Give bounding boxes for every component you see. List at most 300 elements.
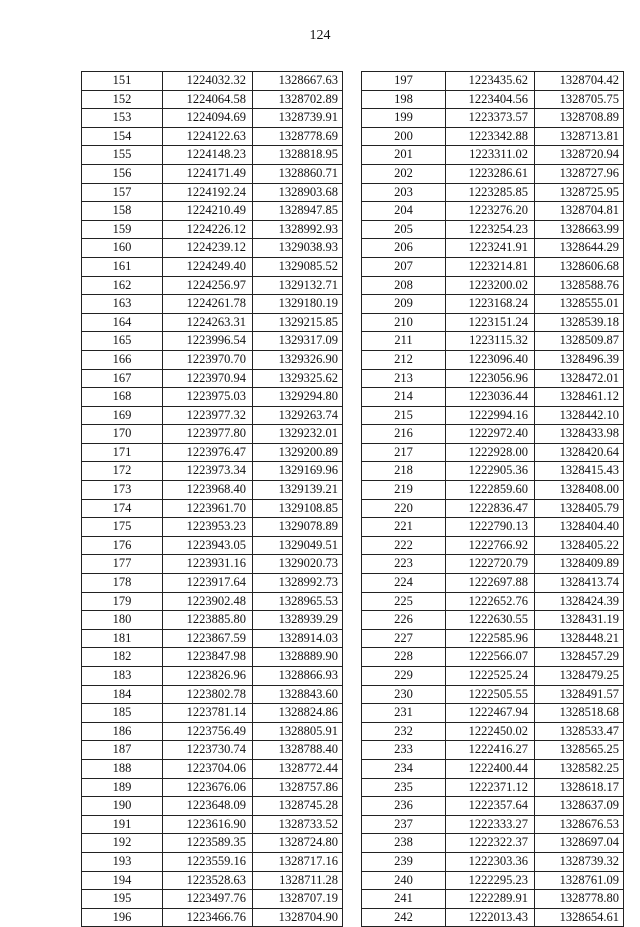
point-number-cell: 187 bbox=[82, 741, 163, 760]
point-number-cell: 236 bbox=[362, 797, 446, 816]
point-number-cell: 234 bbox=[362, 759, 446, 778]
y-coordinate-cell: 1328761.09 bbox=[535, 871, 624, 890]
table-row bbox=[362, 369, 624, 388]
table-row bbox=[362, 406, 624, 425]
point-number-cell: 242 bbox=[362, 908, 446, 927]
y-coordinate-cell: 1328424.39 bbox=[535, 592, 624, 611]
point-number-cell: 212 bbox=[362, 350, 446, 369]
x-coordinate-cell: 1222972.40 bbox=[446, 425, 535, 444]
x-coordinate-cell: 1223214.81 bbox=[446, 257, 535, 276]
point-number-cell: 161 bbox=[82, 257, 163, 276]
table-row bbox=[362, 295, 624, 314]
point-number-cell: 175 bbox=[82, 518, 163, 537]
point-number-cell: 220 bbox=[362, 499, 446, 518]
point-number-cell: 184 bbox=[82, 685, 163, 704]
x-coordinate-cell: 1223996.54 bbox=[163, 332, 253, 351]
table-row bbox=[362, 611, 624, 630]
table-row bbox=[362, 629, 624, 648]
point-number-cell: 198 bbox=[362, 90, 446, 109]
point-number-cell: 217 bbox=[362, 443, 446, 462]
y-coordinate-cell: 1329263.74 bbox=[253, 406, 343, 425]
point-number-cell: 231 bbox=[362, 704, 446, 723]
x-coordinate-cell: 1223943.05 bbox=[163, 536, 253, 555]
point-number-cell: 166 bbox=[82, 350, 163, 369]
x-coordinate-cell: 1223373.57 bbox=[446, 109, 535, 128]
y-coordinate-cell: 1328704.81 bbox=[535, 202, 624, 221]
y-coordinate-cell: 1328404.40 bbox=[535, 518, 624, 537]
y-coordinate-cell: 1328405.22 bbox=[535, 536, 624, 555]
table-row bbox=[82, 443, 343, 462]
table-row bbox=[82, 406, 343, 425]
table-row bbox=[82, 574, 343, 593]
point-number-cell: 206 bbox=[362, 239, 446, 258]
point-number-cell: 235 bbox=[362, 778, 446, 797]
y-coordinate-cell: 1328805.91 bbox=[253, 722, 343, 741]
y-coordinate-cell: 1328431.19 bbox=[535, 611, 624, 630]
x-coordinate-cell: 1223704.06 bbox=[163, 759, 253, 778]
x-coordinate-cell: 1222790.13 bbox=[446, 518, 535, 537]
table-row bbox=[362, 648, 624, 667]
page-number: 124 bbox=[309, 28, 331, 43]
x-coordinate-cell: 1223342.88 bbox=[446, 127, 535, 146]
x-coordinate-cell: 1223435.62 bbox=[446, 72, 535, 91]
x-coordinate-cell: 1224263.31 bbox=[163, 313, 253, 332]
y-coordinate-cell: 1328707.19 bbox=[253, 890, 343, 909]
y-coordinate-cell: 1328420.64 bbox=[535, 443, 624, 462]
table-row bbox=[362, 499, 624, 518]
y-coordinate-cell: 1328582.25 bbox=[535, 759, 624, 778]
point-number-cell: 233 bbox=[362, 741, 446, 760]
table-row bbox=[82, 592, 343, 611]
point-number-cell: 238 bbox=[362, 834, 446, 853]
x-coordinate-cell: 1223151.24 bbox=[446, 313, 535, 332]
table-row bbox=[362, 239, 624, 258]
point-number-cell: 177 bbox=[82, 555, 163, 574]
y-coordinate-cell: 1328947.85 bbox=[253, 202, 343, 221]
y-coordinate-cell: 1328713.81 bbox=[535, 127, 624, 146]
table-row bbox=[82, 388, 343, 407]
table-row bbox=[82, 536, 343, 555]
y-coordinate-cell: 1328778.80 bbox=[535, 890, 624, 909]
table-row bbox=[362, 704, 624, 723]
y-coordinate-cell: 1328818.95 bbox=[253, 146, 343, 165]
x-coordinate-cell: 1223885.80 bbox=[163, 611, 253, 630]
table-row bbox=[362, 462, 624, 481]
x-coordinate-cell: 1222905.36 bbox=[446, 462, 535, 481]
x-coordinate-cell: 1222566.07 bbox=[446, 648, 535, 667]
x-coordinate-cell: 1223285.85 bbox=[446, 183, 535, 202]
x-coordinate-cell: 1223276.20 bbox=[446, 202, 535, 221]
point-number-cell: 219 bbox=[362, 481, 446, 500]
table-row bbox=[82, 369, 343, 388]
y-coordinate-cell: 1328914.03 bbox=[253, 629, 343, 648]
table-row bbox=[362, 815, 624, 834]
y-coordinate-cell: 1329078.89 bbox=[253, 518, 343, 537]
table-row bbox=[82, 90, 343, 109]
x-coordinate-cell: 1223115.32 bbox=[446, 332, 535, 351]
y-coordinate-cell: 1329020.73 bbox=[253, 555, 343, 574]
y-coordinate-cell: 1328433.98 bbox=[535, 425, 624, 444]
point-number-cell: 191 bbox=[82, 815, 163, 834]
table-row bbox=[362, 555, 624, 574]
y-coordinate-cell: 1328509.87 bbox=[535, 332, 624, 351]
point-number-cell: 196 bbox=[82, 908, 163, 927]
point-number-cell: 215 bbox=[362, 406, 446, 425]
table-row bbox=[82, 109, 343, 128]
table-row bbox=[362, 90, 624, 109]
y-coordinate-cell: 1329180.19 bbox=[253, 295, 343, 314]
point-number-cell: 160 bbox=[82, 239, 163, 258]
x-coordinate-cell: 1222652.76 bbox=[446, 592, 535, 611]
x-coordinate-cell: 1223168.24 bbox=[446, 295, 535, 314]
y-coordinate-cell: 1328472.01 bbox=[535, 369, 624, 388]
point-number-cell: 178 bbox=[82, 574, 163, 593]
point-number-cell: 199 bbox=[362, 109, 446, 128]
table-row bbox=[82, 350, 343, 369]
table-row bbox=[362, 592, 624, 611]
x-coordinate-cell: 1223847.98 bbox=[163, 648, 253, 667]
y-coordinate-cell: 1328824.86 bbox=[253, 704, 343, 723]
x-coordinate-cell: 1222859.60 bbox=[446, 481, 535, 500]
x-coordinate-cell: 1224192.24 bbox=[163, 183, 253, 202]
table-row bbox=[362, 778, 624, 797]
table-row bbox=[82, 127, 343, 146]
point-number-cell: 208 bbox=[362, 276, 446, 295]
x-coordinate-cell: 1222322.37 bbox=[446, 834, 535, 853]
point-number-cell: 158 bbox=[82, 202, 163, 221]
y-coordinate-cell: 1329215.85 bbox=[253, 313, 343, 332]
table-row bbox=[362, 257, 624, 276]
x-coordinate-cell: 1222697.88 bbox=[446, 574, 535, 593]
x-coordinate-cell: 1223756.49 bbox=[163, 722, 253, 741]
table-row bbox=[362, 518, 624, 537]
x-coordinate-cell: 1223781.14 bbox=[163, 704, 253, 723]
x-coordinate-cell: 1222295.23 bbox=[446, 871, 535, 890]
y-coordinate-cell: 1328733.52 bbox=[253, 815, 343, 834]
table-row bbox=[362, 332, 624, 351]
table-row bbox=[82, 629, 343, 648]
x-coordinate-cell: 1222836.47 bbox=[446, 499, 535, 518]
y-coordinate-cell: 1328992.93 bbox=[253, 220, 343, 239]
y-coordinate-cell: 1328725.95 bbox=[535, 183, 624, 202]
y-coordinate-cell: 1328606.68 bbox=[535, 257, 624, 276]
y-coordinate-cell: 1328408.00 bbox=[535, 481, 624, 500]
table-row bbox=[362, 388, 624, 407]
x-coordinate-cell: 1223676.06 bbox=[163, 778, 253, 797]
point-number-cell: 162 bbox=[82, 276, 163, 295]
table-row bbox=[82, 797, 343, 816]
table-row bbox=[82, 332, 343, 351]
x-coordinate-cell: 1224249.40 bbox=[163, 257, 253, 276]
x-coordinate-cell: 1223056.96 bbox=[446, 369, 535, 388]
point-number-cell: 155 bbox=[82, 146, 163, 165]
x-coordinate-cell: 1224094.69 bbox=[163, 109, 253, 128]
point-number-cell: 197 bbox=[362, 72, 446, 91]
point-number-cell: 173 bbox=[82, 481, 163, 500]
x-coordinate-cell: 1222994.16 bbox=[446, 406, 535, 425]
y-coordinate-cell: 1329294.80 bbox=[253, 388, 343, 407]
x-coordinate-cell: 1224122.63 bbox=[163, 127, 253, 146]
y-coordinate-cell: 1328539.18 bbox=[535, 313, 624, 332]
y-coordinate-cell: 1328654.61 bbox=[535, 908, 624, 927]
y-coordinate-cell: 1328739.32 bbox=[535, 852, 624, 871]
x-coordinate-cell: 1222766.92 bbox=[446, 536, 535, 555]
table-row bbox=[82, 72, 343, 91]
y-coordinate-cell: 1328461.12 bbox=[535, 388, 624, 407]
point-number-cell: 201 bbox=[362, 146, 446, 165]
table-row bbox=[82, 759, 343, 778]
y-coordinate-cell: 1329132.71 bbox=[253, 276, 343, 295]
x-coordinate-cell: 1223404.56 bbox=[446, 90, 535, 109]
x-coordinate-cell: 1223528.63 bbox=[163, 871, 253, 890]
table-row bbox=[82, 815, 343, 834]
point-number-cell: 194 bbox=[82, 871, 163, 890]
x-coordinate-cell: 1223968.40 bbox=[163, 481, 253, 500]
x-coordinate-cell: 1224032.32 bbox=[163, 72, 253, 91]
y-coordinate-cell: 1328491.57 bbox=[535, 685, 624, 704]
y-coordinate-cell: 1329108.85 bbox=[253, 499, 343, 518]
x-coordinate-cell: 1224148.23 bbox=[163, 146, 253, 165]
y-coordinate-cell: 1328702.89 bbox=[253, 90, 343, 109]
y-coordinate-cell: 1328697.04 bbox=[535, 834, 624, 853]
point-number-cell: 230 bbox=[362, 685, 446, 704]
point-number-cell: 229 bbox=[362, 667, 446, 686]
table-row bbox=[82, 481, 343, 500]
x-coordinate-cell: 1224171.49 bbox=[163, 164, 253, 183]
x-coordinate-cell: 1224256.97 bbox=[163, 276, 253, 295]
table-row bbox=[82, 146, 343, 165]
x-coordinate-cell: 1222450.02 bbox=[446, 722, 535, 741]
point-number-cell: 170 bbox=[82, 425, 163, 444]
y-coordinate-cell: 1328860.71 bbox=[253, 164, 343, 183]
x-coordinate-cell: 1222303.36 bbox=[446, 852, 535, 871]
table-row bbox=[362, 536, 624, 555]
table-row bbox=[362, 741, 624, 760]
point-number-cell: 214 bbox=[362, 388, 446, 407]
x-coordinate-cell: 1223559.16 bbox=[163, 852, 253, 871]
x-coordinate-cell: 1224064.58 bbox=[163, 90, 253, 109]
table-row bbox=[362, 183, 624, 202]
table-row bbox=[362, 797, 624, 816]
point-number-cell: 189 bbox=[82, 778, 163, 797]
table-row bbox=[82, 871, 343, 890]
y-coordinate-cell: 1329169.96 bbox=[253, 462, 343, 481]
point-number-cell: 181 bbox=[82, 629, 163, 648]
point-number-cell: 224 bbox=[362, 574, 446, 593]
point-number-cell: 202 bbox=[362, 164, 446, 183]
point-number-cell: 169 bbox=[82, 406, 163, 425]
y-coordinate-cell: 1328442.10 bbox=[535, 406, 624, 425]
x-coordinate-cell: 1223497.76 bbox=[163, 890, 253, 909]
x-coordinate-cell: 1223973.34 bbox=[163, 462, 253, 481]
y-coordinate-cell: 1328757.86 bbox=[253, 778, 343, 797]
point-number-cell: 167 bbox=[82, 369, 163, 388]
x-coordinate-cell: 1222585.96 bbox=[446, 629, 535, 648]
point-number-cell: 232 bbox=[362, 722, 446, 741]
x-coordinate-cell: 1222371.12 bbox=[446, 778, 535, 797]
point-number-cell: 174 bbox=[82, 499, 163, 518]
x-coordinate-cell: 1223616.90 bbox=[163, 815, 253, 834]
x-coordinate-cell: 1223970.94 bbox=[163, 369, 253, 388]
table-row bbox=[362, 425, 624, 444]
y-coordinate-cell: 1328704.42 bbox=[535, 72, 624, 91]
point-number-cell: 151 bbox=[82, 72, 163, 91]
x-coordinate-cell: 1223466.76 bbox=[163, 908, 253, 927]
x-coordinate-cell: 1224261.78 bbox=[163, 295, 253, 314]
table-row bbox=[82, 852, 343, 871]
x-coordinate-cell: 1223589.35 bbox=[163, 834, 253, 853]
table-row bbox=[82, 667, 343, 686]
table-row bbox=[82, 908, 343, 927]
table-row bbox=[362, 834, 624, 853]
x-coordinate-cell: 1222013.43 bbox=[446, 908, 535, 927]
y-coordinate-cell: 1328992.73 bbox=[253, 574, 343, 593]
y-coordinate-cell: 1328724.80 bbox=[253, 834, 343, 853]
y-coordinate-cell: 1328720.94 bbox=[535, 146, 624, 165]
x-coordinate-cell: 1223977.80 bbox=[163, 425, 253, 444]
point-number-cell: 157 bbox=[82, 183, 163, 202]
table-row bbox=[362, 852, 624, 871]
x-coordinate-cell: 1224226.12 bbox=[163, 220, 253, 239]
point-number-cell: 190 bbox=[82, 797, 163, 816]
point-number-cell: 241 bbox=[362, 890, 446, 909]
table-row bbox=[82, 164, 343, 183]
table-row bbox=[82, 704, 343, 723]
x-coordinate-cell: 1223976.47 bbox=[163, 443, 253, 462]
point-number-cell: 200 bbox=[362, 127, 446, 146]
table-row bbox=[362, 759, 624, 778]
x-coordinate-cell: 1222357.64 bbox=[446, 797, 535, 816]
x-coordinate-cell: 1223931.16 bbox=[163, 555, 253, 574]
table-row bbox=[82, 462, 343, 481]
point-number-cell: 164 bbox=[82, 313, 163, 332]
point-number-cell: 203 bbox=[362, 183, 446, 202]
table-row bbox=[82, 239, 343, 258]
y-coordinate-cell: 1328663.99 bbox=[535, 220, 624, 239]
table-row bbox=[362, 722, 624, 741]
table-row bbox=[362, 350, 624, 369]
x-coordinate-cell: 1223977.32 bbox=[163, 406, 253, 425]
y-coordinate-cell: 1328717.16 bbox=[253, 852, 343, 871]
point-number-cell: 186 bbox=[82, 722, 163, 741]
x-coordinate-cell: 1222333.27 bbox=[446, 815, 535, 834]
x-coordinate-cell: 1222467.94 bbox=[446, 704, 535, 723]
point-number-cell: 221 bbox=[362, 518, 446, 537]
y-coordinate-cell: 1328405.79 bbox=[535, 499, 624, 518]
point-number-cell: 237 bbox=[362, 815, 446, 834]
y-coordinate-cell: 1329200.89 bbox=[253, 443, 343, 462]
point-number-cell: 176 bbox=[82, 536, 163, 555]
point-number-cell: 154 bbox=[82, 127, 163, 146]
point-number-cell: 171 bbox=[82, 443, 163, 462]
point-number-cell: 207 bbox=[362, 257, 446, 276]
y-coordinate-cell: 1328413.74 bbox=[535, 574, 624, 593]
table-row bbox=[362, 127, 624, 146]
table-row bbox=[362, 443, 624, 462]
x-coordinate-cell: 1223648.09 bbox=[163, 797, 253, 816]
x-coordinate-cell: 1223953.23 bbox=[163, 518, 253, 537]
point-number-cell: 165 bbox=[82, 332, 163, 351]
table-row bbox=[82, 834, 343, 853]
y-coordinate-cell: 1328676.53 bbox=[535, 815, 624, 834]
table-row bbox=[82, 685, 343, 704]
table-row bbox=[82, 220, 343, 239]
table-row bbox=[82, 276, 343, 295]
x-coordinate-cell: 1222289.91 bbox=[446, 890, 535, 909]
point-number-cell: 185 bbox=[82, 704, 163, 723]
y-coordinate-cell: 1328866.93 bbox=[253, 667, 343, 686]
y-coordinate-cell: 1328772.44 bbox=[253, 759, 343, 778]
x-coordinate-cell: 1223036.44 bbox=[446, 388, 535, 407]
x-coordinate-cell: 1222400.44 bbox=[446, 759, 535, 778]
y-coordinate-cell: 1329317.09 bbox=[253, 332, 343, 351]
table-row bbox=[82, 648, 343, 667]
table-row bbox=[362, 871, 624, 890]
x-coordinate-cell: 1222525.24 bbox=[446, 667, 535, 686]
point-number-cell: 188 bbox=[82, 759, 163, 778]
table-row bbox=[82, 295, 343, 314]
x-coordinate-cell: 1224210.49 bbox=[163, 202, 253, 221]
y-coordinate-cell: 1328939.29 bbox=[253, 611, 343, 630]
y-coordinate-cell: 1328588.76 bbox=[535, 276, 624, 295]
table-row bbox=[362, 313, 624, 332]
table-row bbox=[82, 778, 343, 797]
y-coordinate-cell: 1328637.09 bbox=[535, 797, 624, 816]
x-coordinate-cell: 1223802.78 bbox=[163, 685, 253, 704]
y-coordinate-cell: 1329326.90 bbox=[253, 350, 343, 369]
y-coordinate-cell: 1329085.52 bbox=[253, 257, 343, 276]
point-number-cell: 172 bbox=[82, 462, 163, 481]
y-coordinate-cell: 1328415.43 bbox=[535, 462, 624, 481]
point-number-cell: 180 bbox=[82, 611, 163, 630]
y-coordinate-cell: 1328708.89 bbox=[535, 109, 624, 128]
x-coordinate-cell: 1223200.02 bbox=[446, 276, 535, 295]
table-row bbox=[362, 276, 624, 295]
point-number-cell: 211 bbox=[362, 332, 446, 351]
table-row bbox=[362, 481, 624, 500]
point-number-cell: 218 bbox=[362, 462, 446, 481]
point-number-cell: 226 bbox=[362, 611, 446, 630]
y-coordinate-cell: 1328644.29 bbox=[535, 239, 624, 258]
x-coordinate-cell: 1224239.12 bbox=[163, 239, 253, 258]
y-coordinate-cell: 1328705.75 bbox=[535, 90, 624, 109]
y-coordinate-cell: 1328565.25 bbox=[535, 741, 624, 760]
x-coordinate-cell: 1222928.00 bbox=[446, 443, 535, 462]
table-row bbox=[82, 611, 343, 630]
table-row bbox=[82, 313, 343, 332]
y-coordinate-cell: 1329232.01 bbox=[253, 425, 343, 444]
point-number-cell: 159 bbox=[82, 220, 163, 239]
point-number-cell: 163 bbox=[82, 295, 163, 314]
y-coordinate-cell: 1328889.90 bbox=[253, 648, 343, 667]
x-coordinate-cell: 1223917.64 bbox=[163, 574, 253, 593]
point-number-cell: 183 bbox=[82, 667, 163, 686]
y-coordinate-cell: 1329325.62 bbox=[253, 369, 343, 388]
point-number-cell: 179 bbox=[82, 592, 163, 611]
y-coordinate-cell: 1329139.21 bbox=[253, 481, 343, 500]
coordinate-table-right bbox=[361, 71, 624, 927]
x-coordinate-cell: 1223096.40 bbox=[446, 350, 535, 369]
x-coordinate-cell: 1223241.91 bbox=[446, 239, 535, 258]
point-number-cell: 213 bbox=[362, 369, 446, 388]
point-number-cell: 216 bbox=[362, 425, 446, 444]
x-coordinate-cell: 1223961.70 bbox=[163, 499, 253, 518]
point-number-cell: 210 bbox=[362, 313, 446, 332]
table-row bbox=[82, 518, 343, 537]
point-number-cell: 193 bbox=[82, 852, 163, 871]
table-row bbox=[82, 555, 343, 574]
y-coordinate-cell: 1328745.28 bbox=[253, 797, 343, 816]
